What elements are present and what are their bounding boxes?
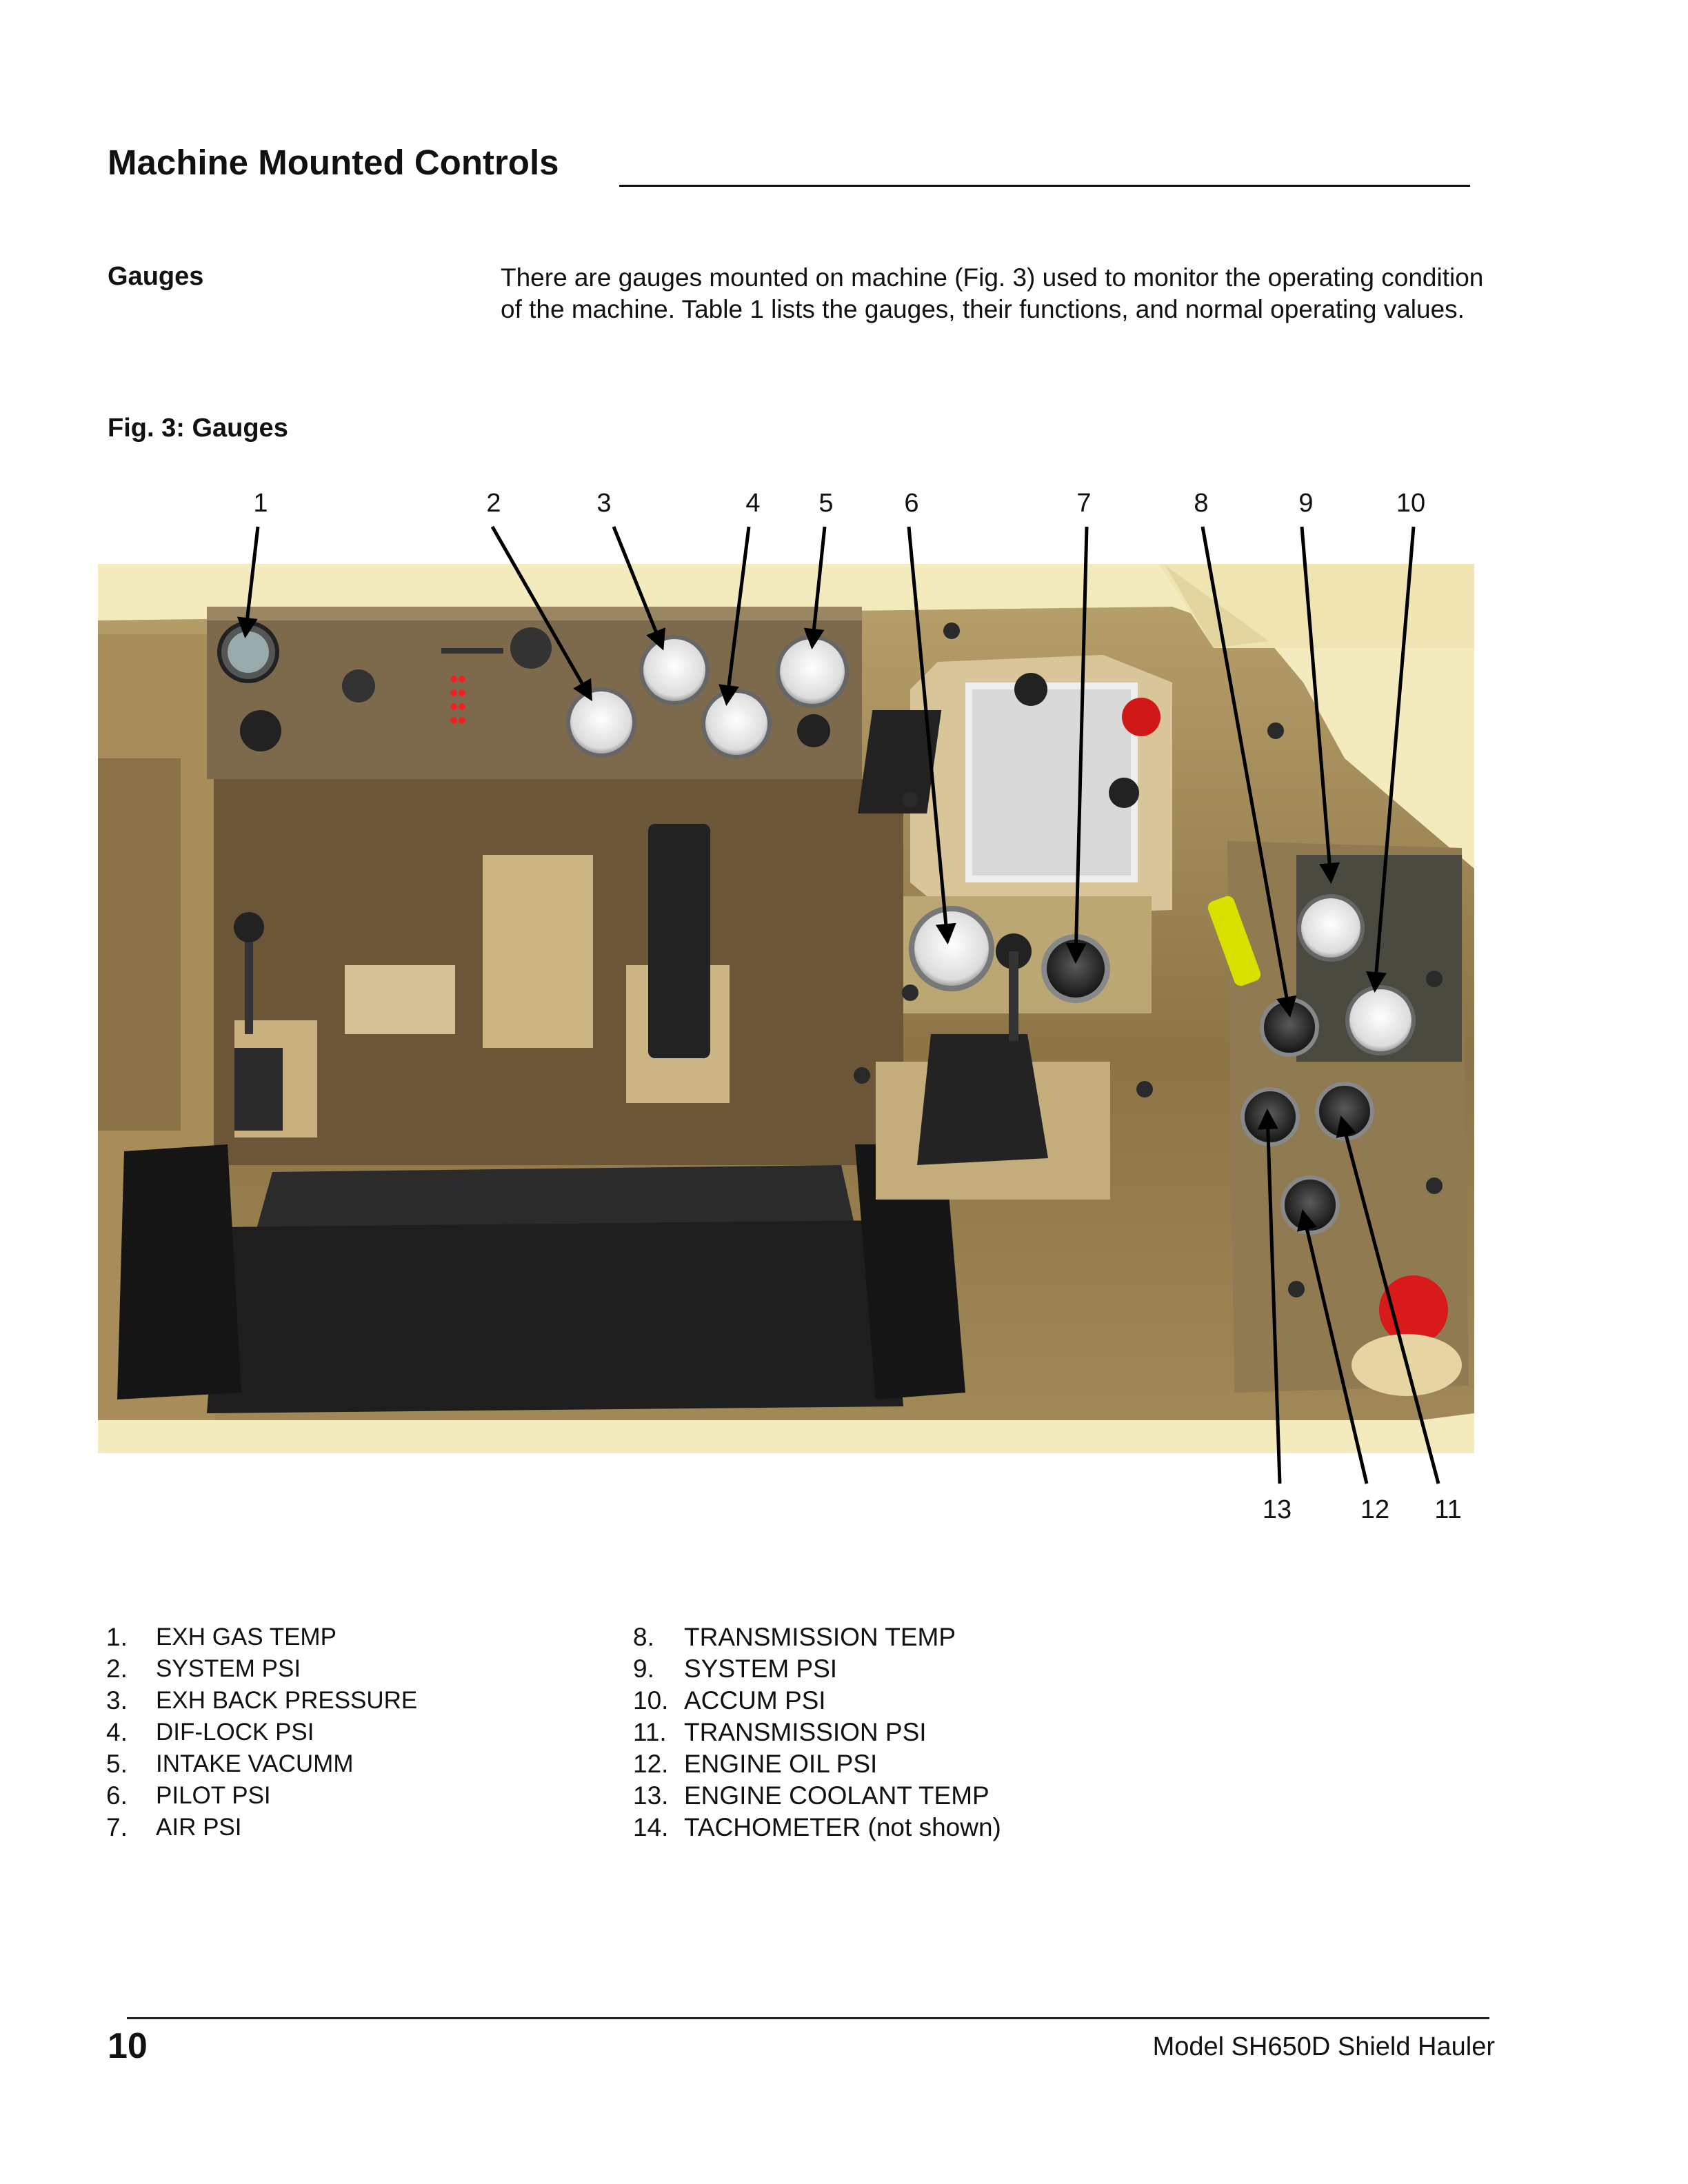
- legend-item: [106, 1621, 417, 1653]
- legend-item: [633, 1717, 1001, 1748]
- legend-item: [633, 1780, 1001, 1812]
- footer-rule: [127, 2017, 1489, 2019]
- legend-text: DIF-LOCK PSI: [156, 1719, 314, 1746]
- cabin-illustration: [98, 564, 1474, 1453]
- callout-1: 1: [253, 489, 268, 518]
- legend-text: TACHOMETER (not shown): [684, 1813, 1001, 1841]
- callout-4: 4: [745, 489, 761, 518]
- legend-item: [633, 1748, 1001, 1780]
- legend-item: [106, 1780, 417, 1812]
- figure-caption: Fig. 3: Gauges: [108, 414, 288, 443]
- legend-number: 14.: [633, 1813, 669, 1841]
- legend-item: [106, 1812, 417, 1843]
- legend-item: [633, 1621, 1001, 1653]
- legend-text: INTAKE VACUMM: [156, 1750, 354, 1777]
- legend-item: [106, 1653, 417, 1685]
- legend-item: [106, 1748, 417, 1780]
- callout-5: 5: [818, 489, 834, 518]
- legend-text: ACCUM PSI: [684, 1686, 826, 1715]
- section-heading: Gauges: [108, 262, 204, 291]
- legend-number: 8.: [633, 1623, 654, 1651]
- legend-item: [106, 1685, 417, 1717]
- legend-number: 5.: [106, 1750, 128, 1778]
- gauge-dials: [219, 623, 1414, 1233]
- legend-text: TRANSMISSION TEMP: [684, 1623, 956, 1651]
- callout-labels-bottom: [1263, 1495, 1462, 1524]
- callout-7: 7: [1076, 489, 1092, 518]
- legend-number: 4.: [106, 1718, 128, 1746]
- page-number: 10: [108, 2026, 148, 2066]
- legend-number: 13.: [633, 1781, 669, 1810]
- legend-number: 6.: [106, 1781, 128, 1810]
- legend-item: [633, 1812, 1001, 1843]
- legend-text: EXH BACK PRESSURE: [156, 1687, 418, 1714]
- legend-item: [633, 1653, 1001, 1685]
- title-rule: [619, 185, 1470, 187]
- legend-item: [633, 1685, 1001, 1717]
- legend-number: 9.: [633, 1655, 654, 1683]
- legend-left-column: [106, 1621, 417, 1843]
- callout-9: 9: [1298, 489, 1314, 518]
- legend-text: ENGINE COOLANT TEMP: [684, 1781, 989, 1810]
- callout-6: 6: [904, 489, 919, 518]
- legend-number: 11.: [633, 1718, 667, 1746]
- legend-text: AIR PSI: [156, 1814, 242, 1841]
- legend-number: 3.: [106, 1686, 128, 1715]
- intro-paragraph: There are gauges mounted on machine (Fig. 3) used to monitor the operating condition of the machine. Table 1 lists the gauges, their functions, and normal operating values.: [501, 263, 1484, 323]
- legend-number: 12.: [633, 1750, 669, 1778]
- callout-12: 12: [1360, 1495, 1390, 1524]
- legend-number: 10.: [633, 1686, 669, 1715]
- callout-2: 2: [486, 489, 501, 518]
- callout-8: 8: [1194, 489, 1209, 518]
- legend-text: ENGINE OIL PSI: [684, 1750, 878, 1778]
- legend-number: 1.: [106, 1623, 128, 1651]
- legend-text: SYSTEM PSI: [156, 1655, 301, 1682]
- legend-number: 7.: [106, 1813, 128, 1841]
- callout-10: 10: [1396, 489, 1426, 518]
- legend-number: 2.: [106, 1655, 128, 1683]
- callout-labels-top: [253, 489, 1425, 518]
- legend-item: [106, 1717, 417, 1748]
- callout-arrows: [245, 527, 1438, 1484]
- legend-text: SYSTEM PSI: [684, 1655, 838, 1683]
- legend-text: PILOT PSI: [156, 1782, 271, 1809]
- footer-model-name: Model SH650D Shield Hauler: [1152, 2032, 1495, 2061]
- legend-text: TRANSMISSION PSI: [684, 1718, 927, 1746]
- callout-11: 11: [1434, 1495, 1462, 1524]
- legend-right-column: [633, 1621, 1001, 1843]
- callout-13: 13: [1262, 1495, 1292, 1524]
- page-title: Machine Mounted Controls: [108, 143, 559, 182]
- legend-text: EXH GAS TEMP: [156, 1624, 336, 1650]
- callout-3: 3: [596, 489, 612, 518]
